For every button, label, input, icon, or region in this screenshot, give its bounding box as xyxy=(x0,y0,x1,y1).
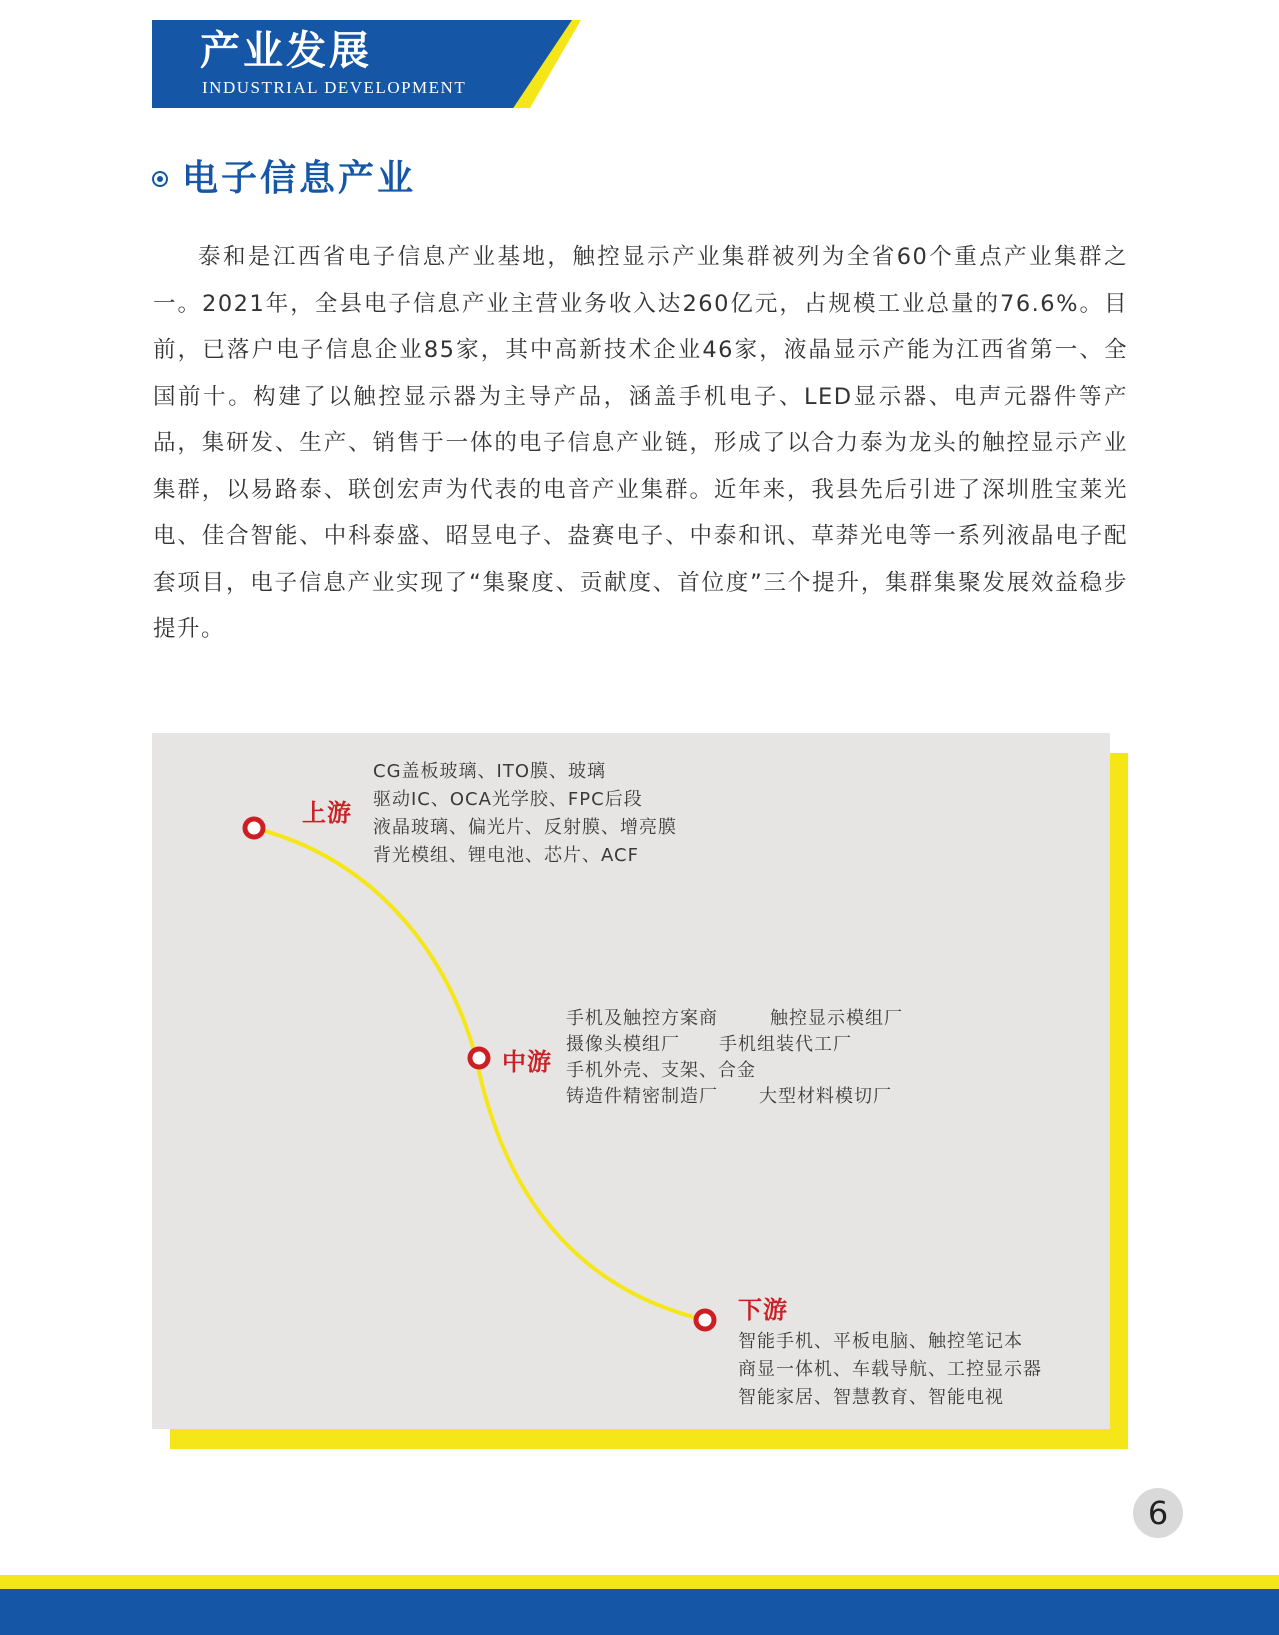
list-item: 智能家居、智慧教育、智能电视 xyxy=(738,1387,1004,1408)
list-item: 液晶玻璃、偏光片、反射膜、增亮膜 xyxy=(373,817,677,838)
downstream-label: 下游 xyxy=(738,1296,788,1324)
list-item: 触控显示模组厂 xyxy=(770,1008,903,1029)
list-item: 驱动IC、OCA光学胶、FPC后段 xyxy=(373,789,643,810)
upstream-node-icon xyxy=(245,819,263,837)
list-item: 摄像头模组厂 xyxy=(566,1034,680,1055)
list-item: 大型材料模切厂 xyxy=(759,1086,892,1107)
upstream-list xyxy=(373,758,677,870)
section-title: 电子信息产业 xyxy=(182,158,417,199)
upstream-label: 上游 xyxy=(302,799,352,827)
list-item: 商显一体机、车载导航、工控显示器 xyxy=(738,1359,1042,1380)
midstream-node-icon xyxy=(470,1049,488,1067)
header-title: 产业发展 xyxy=(200,28,372,74)
footer-stripe-yellow xyxy=(0,1575,1279,1589)
list-item: 铸造件精密制造厂 xyxy=(566,1086,718,1107)
downstream-list xyxy=(738,1328,1042,1412)
body-paragraph: 泰和是江西省电子信息产业基地，触控显示产业集群被列为全省60个重点产业集群之一。2021年，全县电子信息产业主营业务收入达260亿元，占规模工业总量的76.6%。目前，已落户电子信息企业85家，其中高新技术企业46家，液晶显示产能为江西省第一、全国前十。构建了以触控显示器为主导产品，涵盖手机电子、LED显示器、电声元器件等产品，集研发、生产、销售于一体的电子信息产业链，形成了以合力泰为龙头的触控显示产业集群，以易路泰、联创宏声为代表的电音产业集群。近年来，我县先后引进了深圳胜宝莱光电、佳合智能、中科泰盛、昭昱电子、盎赛电子、中泰和讯、草莽光电等一系列液晶电子配套项目，电子信息产业实现了“集聚度、贡献度、首位度”三个提升，集群集聚发展效益稳步提升。 xyxy=(153,244,1128,642)
header-subtitle: INDUSTRIAL DEVELOPMENT xyxy=(202,78,467,97)
page-number: 6 xyxy=(1133,1488,1183,1538)
midstream-label: 中游 xyxy=(502,1048,552,1076)
footer-stripe-blue xyxy=(0,1589,1279,1635)
list-item: CG盖板玻璃、ITO膜、玻璃 xyxy=(373,761,606,782)
list-item: 手机组装代工厂 xyxy=(719,1034,852,1055)
list-item: 手机外壳、支架、合金 xyxy=(566,1060,756,1081)
list-item: 智能手机、平板电脑、触控笔记本 xyxy=(738,1331,1023,1352)
downstream-node-icon xyxy=(696,1311,714,1329)
list-item: 手机及触控方案商 xyxy=(566,1008,718,1029)
list-item: 背光模组、锂电池、芯片、ACF xyxy=(373,845,639,866)
